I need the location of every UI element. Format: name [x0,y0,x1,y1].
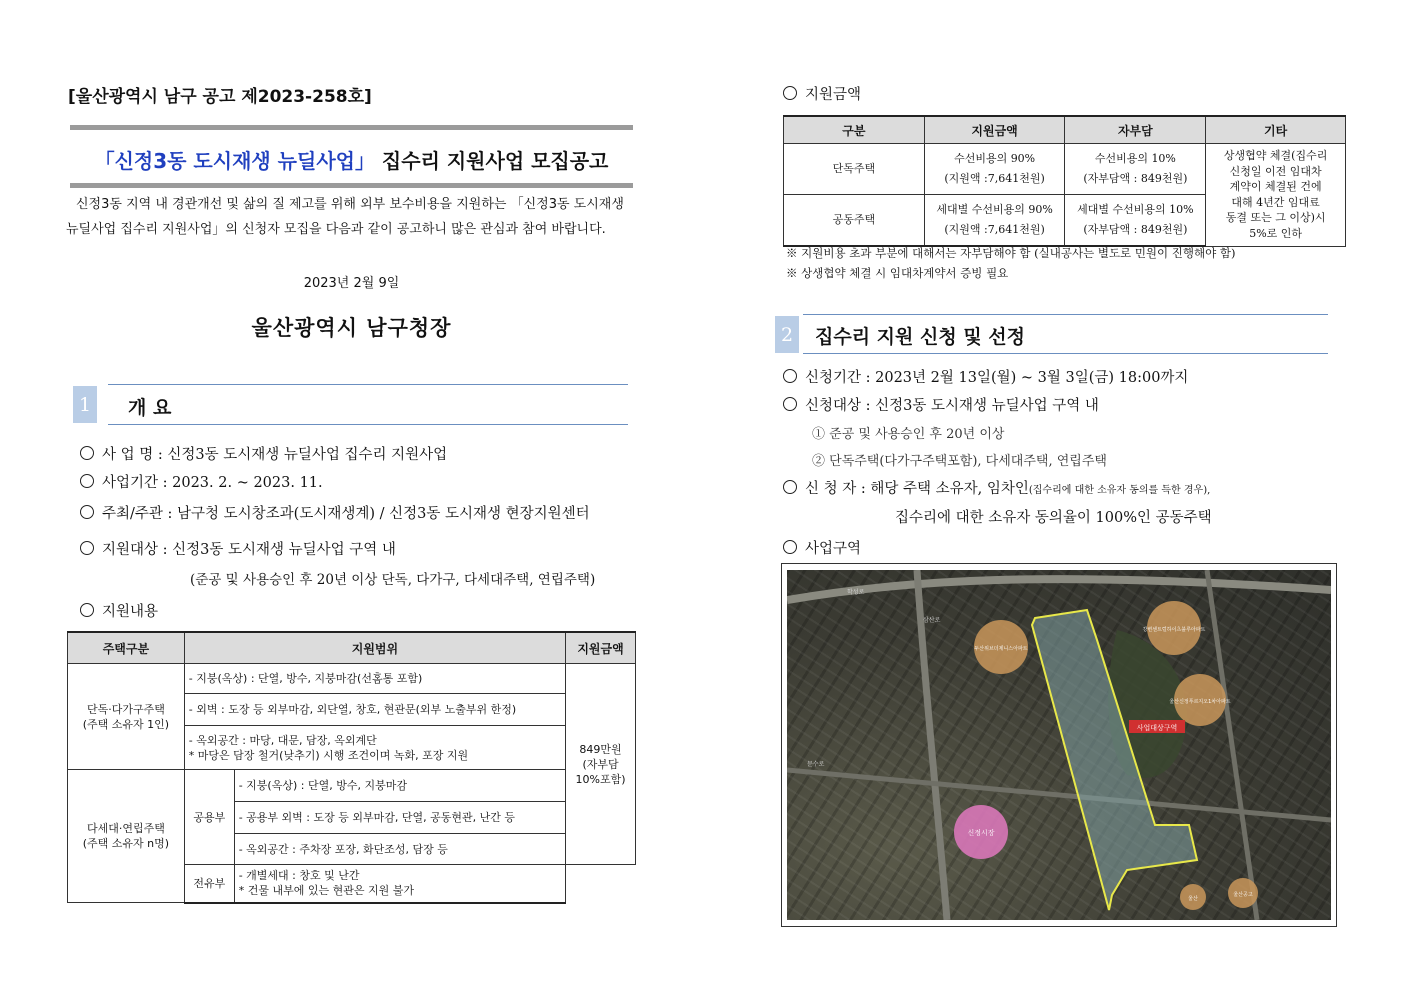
circle-bullet-icon [783,540,797,554]
row-support-multi: 세대별 수선비용의 90% (지원액 :7,641천원) [924,195,1065,247]
header-category: 구분 [784,116,925,144]
note-lease: ※ 상생협약 체결 시 임대차계약서 증빙 필요 [786,266,1009,280]
table-row: - 지붕(옥상) : 단열, 방수, 지붕마감(선홈통 포함) [184,664,565,694]
circle-bullet-icon [80,446,94,460]
table-row: - 지붕(옥상) : 단열, 방수, 지붕마감 [234,770,565,802]
circle-bullet-icon [783,369,797,383]
project-area-label: 사업대상구역 [1136,724,1178,732]
road-label: 삼산로 [923,617,941,624]
header-amount: 지원금액 [566,632,636,664]
etc-cell: 상생협약 체결(집수리 신청일 이전 임대차 계약이 체결된 건에 대해 4년간 임대료 동결 또는 그 이상)시 5%로 인하 [1206,144,1346,247]
header-support-amount: 지원금액 [924,116,1065,144]
title-top-bar [70,125,633,130]
header-self-pay: 자부담 [1065,116,1206,144]
overview-item-host: 주최/주관 : 남구청 도시창조과(도시재생계) / 신정3동 도시재생 현장지원센터 [80,502,590,523]
issuer-name: 울산광역시 남구청장 [251,315,452,340]
notice-date: 2023년 2월 9일 [303,276,400,291]
circle-bullet-icon [80,603,94,617]
overview-item-name: 사 업 명 : 신정3동 도시재생 뉴딜사업 집수리 지원사업 [80,443,447,464]
title-suffix: 집수리 지원사업 모집공고 [374,149,609,173]
road-middle [787,770,1331,820]
overview-target-detail: (준공 및 사용승인 후 20년 이상 단독, 다가구, 다세대주택, 연립주택) [190,572,596,588]
section2-top-line [803,314,1328,315]
notice-number: [울산광역시 남구 공고 제2023-258호] [68,87,372,107]
apply-period: 신청기간 : 2023년 2월 13일(월) ~ 3월 3일(금) 18:00까지 [783,366,1188,387]
road-north [787,579,1331,600]
page-title [70,145,633,174]
header-scope: 지원범위 [184,632,565,664]
support-amount-cell: 849만원 (자부담 10%포함) [566,664,636,865]
section1-top-line [108,384,628,385]
road-label: 문수로 [807,761,825,768]
applicant-line-2: 집수리에 대한 소유자 동의율이 100%인 공동주택 [895,510,1212,526]
landmark-label: 울산 [1188,896,1198,902]
area-label: 사업구역 [783,537,861,558]
private-area-label: 전유부 [184,865,234,903]
common-area-label: 공용부 [184,770,234,865]
section1-bottom-line [108,424,628,425]
road-label: 학성로 [847,589,865,596]
table-row: - 외벽 : 도장 등 외부마감, 외단열, 창호, 현관문(외부 노출부위 한정) [184,694,565,726]
title-project-name: 「신정3동 도시재생 뉴딜사업」 [94,149,375,173]
circle-bullet-icon [783,86,797,100]
overview-item-period: 사업기간 : 2023. 2. ~ 2023. 11. [80,471,323,492]
support-scope-table [67,631,636,904]
circle-bullet-icon [80,541,94,555]
intro-paragraph [66,192,636,242]
row-self-multi: 세대별 수선비용의 10% (자부담액 : 849천원) [1065,195,1206,247]
apply-target: 신청대상 : 신정3동 도시재생 뉴딜사업 구역 내 [783,394,1099,415]
section1-title: 개 요 [128,397,172,419]
applicant: 신 청 자 : 해당 주택 소유자, 임차인(집수리에 대한 소유자 동의를 득한 경우), [783,477,1210,498]
table-row: - 개별세대 : 창호 및 난간 * 건물 내부에 있는 현관은 지원 불가 [234,865,565,903]
market-label: 신정시장 [967,829,995,837]
amount-section-label: 지원금액 [783,83,861,104]
table-row: - 옥외공간 : 주차장 포장, 화단조성, 담장 등 [234,834,565,865]
landmark-label: 울산공고 [1233,892,1253,898]
road-east [1207,570,1257,920]
circle-bullet-icon [80,474,94,488]
intro-line-1: 신정3동 지역 내 경관개선 및 삶의 질 제고를 위해 외부 보수비용을 지원하는 「신정3동 도시재생 [76,197,624,212]
landmark-label: 강변센트럴하이츠블루아파트 [1142,627,1206,633]
map-svg [787,570,1331,920]
overview-item-target: 지원대상 : 신정3동 도시재생 뉴딜사업 구역 내 [80,538,396,559]
section2-number: 2 [775,316,799,353]
title-bottom-bar [70,183,633,188]
section2-bottom-line [803,353,1328,354]
header-etc: 기타 [1206,116,1346,144]
intro-line-2: 뉴딜사업 집수리 지원사업」의 신청자 모집을 다음과 같이 공고하니 많은 관심과 참여 바랍니다. [66,222,606,237]
overview-item-content: 지원내용 [80,600,158,621]
note-excess: ※ 지원비용 초과 부분에 대해서는 자부담해야 함 (실내공사는 별도로 민원이 진행해야 함) [786,246,1236,260]
row-support-detached: 수선비용의 90% (지원액 :7,641천원) [924,144,1065,195]
section2-title: 집수리 지원 신청 및 선정 [815,326,1025,348]
row-type-multi: 공동주택 [784,195,925,247]
apply-condition-2: ② 단독주택(다가구주택포함), 다세대주택, 연립주택 [812,454,1107,469]
apply-condition-1: ① 준공 및 사용승인 후 20년 이상 [812,427,1005,442]
circle-bullet-icon [783,480,797,494]
section1-number: 1 [73,386,97,423]
header-house-type: 주택구분 [68,632,185,664]
circle-bullet-icon [783,397,797,411]
support-amount-table [783,115,1346,247]
circle-bullet-icon [80,505,94,519]
multi-house-label: 다세대·연립주택 (주택 소유자 n명) [68,770,185,903]
project-area-map [787,570,1331,920]
row-self-detached: 수선비용의 10% (자부담액 : 849천원) [1065,144,1206,195]
detached-house-label: 단독·다가구주택 (주택 소유자 1인) [68,664,185,770]
landmark-label: 두산위브더제니스아파트 [974,646,1028,652]
row-type-detached: 단독주택 [784,144,925,195]
table-row: - 옥외공간 : 마당, 대문, 담장, 옥외계단 * 마당은 담장 철거(낮추기) 시행 조건이며 녹화, 포장 지원 [184,726,565,770]
landmark-label: 울산신정푸르지오1차아파트 [1169,699,1231,705]
table-row: - 공용부 외벽 : 도장 등 외부마감, 단열, 공동현관, 난간 등 [234,802,565,834]
